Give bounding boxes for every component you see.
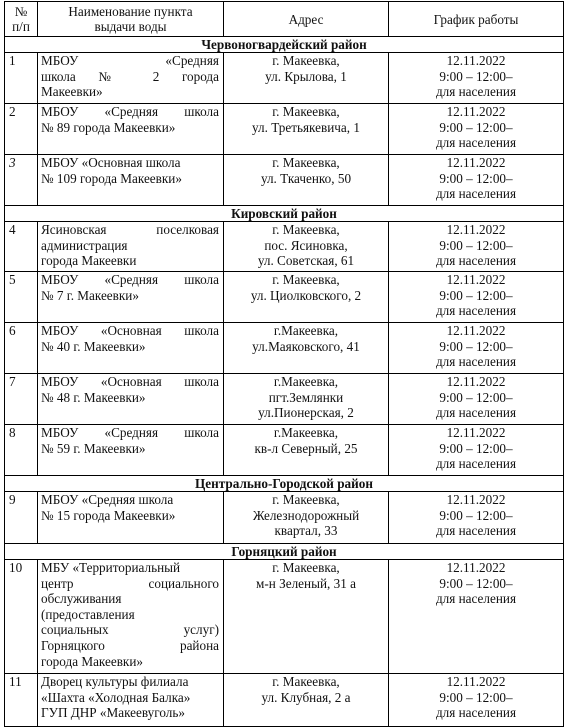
schedule-line: 9:00 – 12:00– [439, 170, 513, 186]
schedule-line: для населения [435, 705, 517, 721]
point-name [38, 492, 224, 544]
address-line: ул. Третьякевича, 1 [252, 119, 360, 135]
table-row [5, 374, 564, 425]
address-line: г. Макеевка, [272, 222, 340, 237]
point-name-line: Макеевки» [41, 84, 103, 100]
address-line: ул. Крылова, 1 [265, 68, 347, 84]
table-header-row [5, 2, 564, 37]
schedule-line: 12.11.2022 [446, 674, 506, 689]
point-schedule [389, 53, 564, 104]
row-number: 5 [5, 272, 38, 323]
table-row [5, 560, 564, 674]
schedule-line: для населения [435, 456, 517, 472]
point-schedule [389, 104, 564, 155]
schedule-line: 12.11.2022 [446, 492, 506, 507]
address-line: г. Макеевка, [272, 492, 340, 507]
address-line: г.Макеевка, [273, 323, 339, 338]
point-schedule [389, 492, 564, 544]
row-number: 2 [5, 104, 38, 155]
point-name [38, 425, 224, 476]
point-address [224, 425, 389, 476]
point-name-line: школа № 2 города [41, 68, 219, 84]
table-body [5, 37, 564, 727]
point-name-line: № 48 г. Макеевки» [41, 389, 146, 405]
table-row [5, 272, 564, 323]
schedule-line: 12.11.2022 [446, 222, 506, 237]
point-name [38, 674, 224, 727]
schedule-line: 9:00 – 12:00– [439, 689, 513, 705]
schedule-line: 9:00 – 12:00– [439, 237, 513, 253]
point-address [224, 155, 389, 206]
point-name-line: города Макеевки» [41, 653, 143, 669]
address-line: г.Макеевка, [273, 374, 339, 389]
header-point-name [38, 2, 224, 37]
point-name [38, 222, 224, 272]
address-line: Железнодорожный [252, 507, 360, 523]
address-line: г. Макеевка, [272, 53, 340, 68]
point-address [224, 222, 389, 272]
header-address: Адрес [224, 2, 389, 37]
address-line: кв-л Северный, 25 [254, 440, 358, 456]
point-name [38, 53, 224, 104]
point-name-line: № 109 города Макеевки» [41, 170, 182, 186]
header-schedule: График работы [389, 2, 564, 37]
address-line: ул.Маяковского, 41 [252, 338, 360, 354]
district-row [5, 544, 564, 560]
point-name-line: Горняцкого района [41, 637, 219, 653]
point-name-line: «Шахта «Холодная Балка» [41, 689, 191, 705]
point-name-line: (предоставления [41, 606, 135, 622]
address-line: г. Макеевка, [272, 155, 340, 170]
point-schedule [389, 374, 564, 425]
point-name-line: центр социального [41, 575, 219, 591]
point-name-line: Дворец культуры филиала [41, 674, 189, 689]
row-number: 1 [5, 53, 38, 104]
schedule-line: 9:00 – 12:00– [439, 575, 513, 591]
point-name-line: МБОУ «Средняя школа [41, 104, 219, 119]
schedule-line: 12.11.2022 [446, 155, 506, 170]
point-name [38, 155, 224, 206]
schedule-line: для населения [435, 405, 517, 421]
point-name [38, 560, 224, 674]
point-name-line: социальных услуг) [41, 622, 219, 638]
point-name-line: № 7 г. Макеевки» [41, 287, 139, 303]
point-address [224, 272, 389, 323]
schedule-line: для населения [435, 303, 517, 319]
schedule-line: 12.11.2022 [446, 425, 506, 440]
row-number: 11 [5, 674, 38, 727]
schedule-line: для населения [435, 523, 517, 539]
point-address [224, 374, 389, 425]
point-name-line: МБОУ «Основная школа [41, 155, 181, 170]
address-line: квартал, 33 [274, 523, 338, 539]
point-name-line: МБОУ «Средняя [41, 53, 219, 68]
point-schedule [389, 560, 564, 674]
point-name [38, 323, 224, 374]
point-name-line: МБОУ «Средняя школа [41, 492, 174, 507]
table-row [5, 53, 564, 104]
point-name-line: № 59 г. Макеевки» [41, 440, 146, 456]
point-name [38, 374, 224, 425]
schedule-line: 12.11.2022 [446, 272, 506, 287]
point-name-line: обслуживания [41, 591, 122, 607]
point-name-line: МБОУ «Средняя школа [41, 425, 219, 440]
point-name-line: МБОУ «Основная школа [41, 374, 219, 389]
point-name [38, 104, 224, 155]
table-row [5, 155, 564, 206]
district-row [5, 37, 564, 53]
point-address [224, 560, 389, 674]
schedule-line: 9:00 – 12:00– [439, 287, 513, 303]
water-distribution-points-table [4, 1, 564, 727]
point-schedule [389, 425, 564, 476]
schedule-line: для населения [435, 354, 517, 370]
address-line: г. Макеевка, [272, 104, 340, 119]
table-row [5, 104, 564, 155]
row-number: 3 [5, 155, 38, 206]
point-address [224, 323, 389, 374]
header-number-line-1: № [14, 4, 28, 19]
district-name: Горняцкий район [5, 544, 564, 560]
address-line: г. Макеевка, [272, 560, 340, 575]
address-line: м-н Зеленый, 31 а [256, 575, 356, 591]
point-schedule [389, 272, 564, 323]
table-row [5, 222, 564, 272]
schedule-line: 12.11.2022 [446, 104, 506, 119]
point-address [224, 492, 389, 544]
row-number: 8 [5, 425, 38, 476]
table-row [5, 425, 564, 476]
table-row [5, 323, 564, 374]
row-number: 4 [5, 222, 38, 272]
schedule-line: 12.11.2022 [446, 53, 506, 68]
header-number-line-2: п/п [12, 19, 30, 34]
point-schedule [389, 674, 564, 727]
point-name-line: № 89 города Макеевки» [41, 119, 176, 135]
district-row [5, 206, 564, 222]
address-line: ул. Советская, 61 [257, 253, 355, 269]
point-address [224, 104, 389, 155]
schedule-line: 12.11.2022 [446, 374, 506, 389]
schedule-line: 12.11.2022 [446, 323, 506, 338]
schedule-line: 9:00 – 12:00– [439, 119, 513, 135]
district-name: Кировский район [5, 206, 564, 222]
row-number: 10 [5, 560, 38, 674]
address-line: г.Макеевка, [273, 425, 339, 440]
table-row [5, 674, 564, 727]
table-row [5, 492, 564, 544]
point-name-line: № 15 города Макеевки» [41, 507, 176, 523]
address-line: ул.Пионерская, 2 [258, 405, 354, 421]
point-name-line: МБОУ «Средняя школа [41, 272, 219, 287]
point-name-line: администрация [41, 237, 128, 253]
address-line: ул. Ткаченко, 50 [260, 170, 352, 186]
address-line: пгт.Землянки [268, 389, 344, 405]
schedule-line: 9:00 – 12:00– [439, 389, 513, 405]
point-name-line: Ясиновская поселковая [41, 222, 219, 237]
point-schedule [389, 155, 564, 206]
point-schedule [389, 222, 564, 272]
schedule-line: 9:00 – 12:00– [439, 440, 513, 456]
row-number: 9 [5, 492, 38, 544]
schedule-line: для населения [435, 186, 517, 202]
address-line: г. Макеевка, [272, 272, 340, 287]
header-name-line-1: Наименование пункта [68, 4, 193, 19]
address-line: г. Макеевка, [272, 674, 340, 689]
point-name [38, 272, 224, 323]
address-line: пос. Ясиновка, [264, 237, 348, 253]
schedule-line: для населения [435, 84, 517, 100]
point-name-line: МБУ «Территориальный [41, 560, 181, 575]
district-name: Червоногвардейский район [5, 37, 564, 53]
district-row [5, 476, 564, 492]
schedule-line: для населения [435, 135, 517, 151]
schedule-line: для населения [435, 253, 517, 269]
point-schedule [389, 323, 564, 374]
water-distribution-table-page [4, 1, 563, 727]
schedule-line: 9:00 – 12:00– [439, 338, 513, 354]
header-number [5, 2, 38, 37]
schedule-line: для населения [435, 591, 517, 607]
point-address [224, 674, 389, 727]
point-name-line: города Макеевки [41, 253, 137, 269]
point-address [224, 53, 389, 104]
point-name-line: МБОУ «Основная школа [41, 323, 219, 338]
schedule-line: 12.11.2022 [446, 560, 506, 575]
address-line: ул. Циолковского, 2 [250, 287, 362, 303]
schedule-line: 9:00 – 12:00– [439, 507, 513, 523]
point-name-line: № 40 г. Макеевки» [41, 338, 146, 354]
district-name: Центрально-Городской район [5, 476, 564, 492]
point-name-line: ГУП ДНР «Макеевуголь» [41, 705, 185, 721]
row-number: 6 [5, 323, 38, 374]
header-name-line-2: выдачи воды [94, 19, 167, 34]
schedule-line: 9:00 – 12:00– [439, 68, 513, 84]
address-line: ул. Клубная, 2 а [261, 689, 351, 705]
row-number: 7 [5, 374, 38, 425]
